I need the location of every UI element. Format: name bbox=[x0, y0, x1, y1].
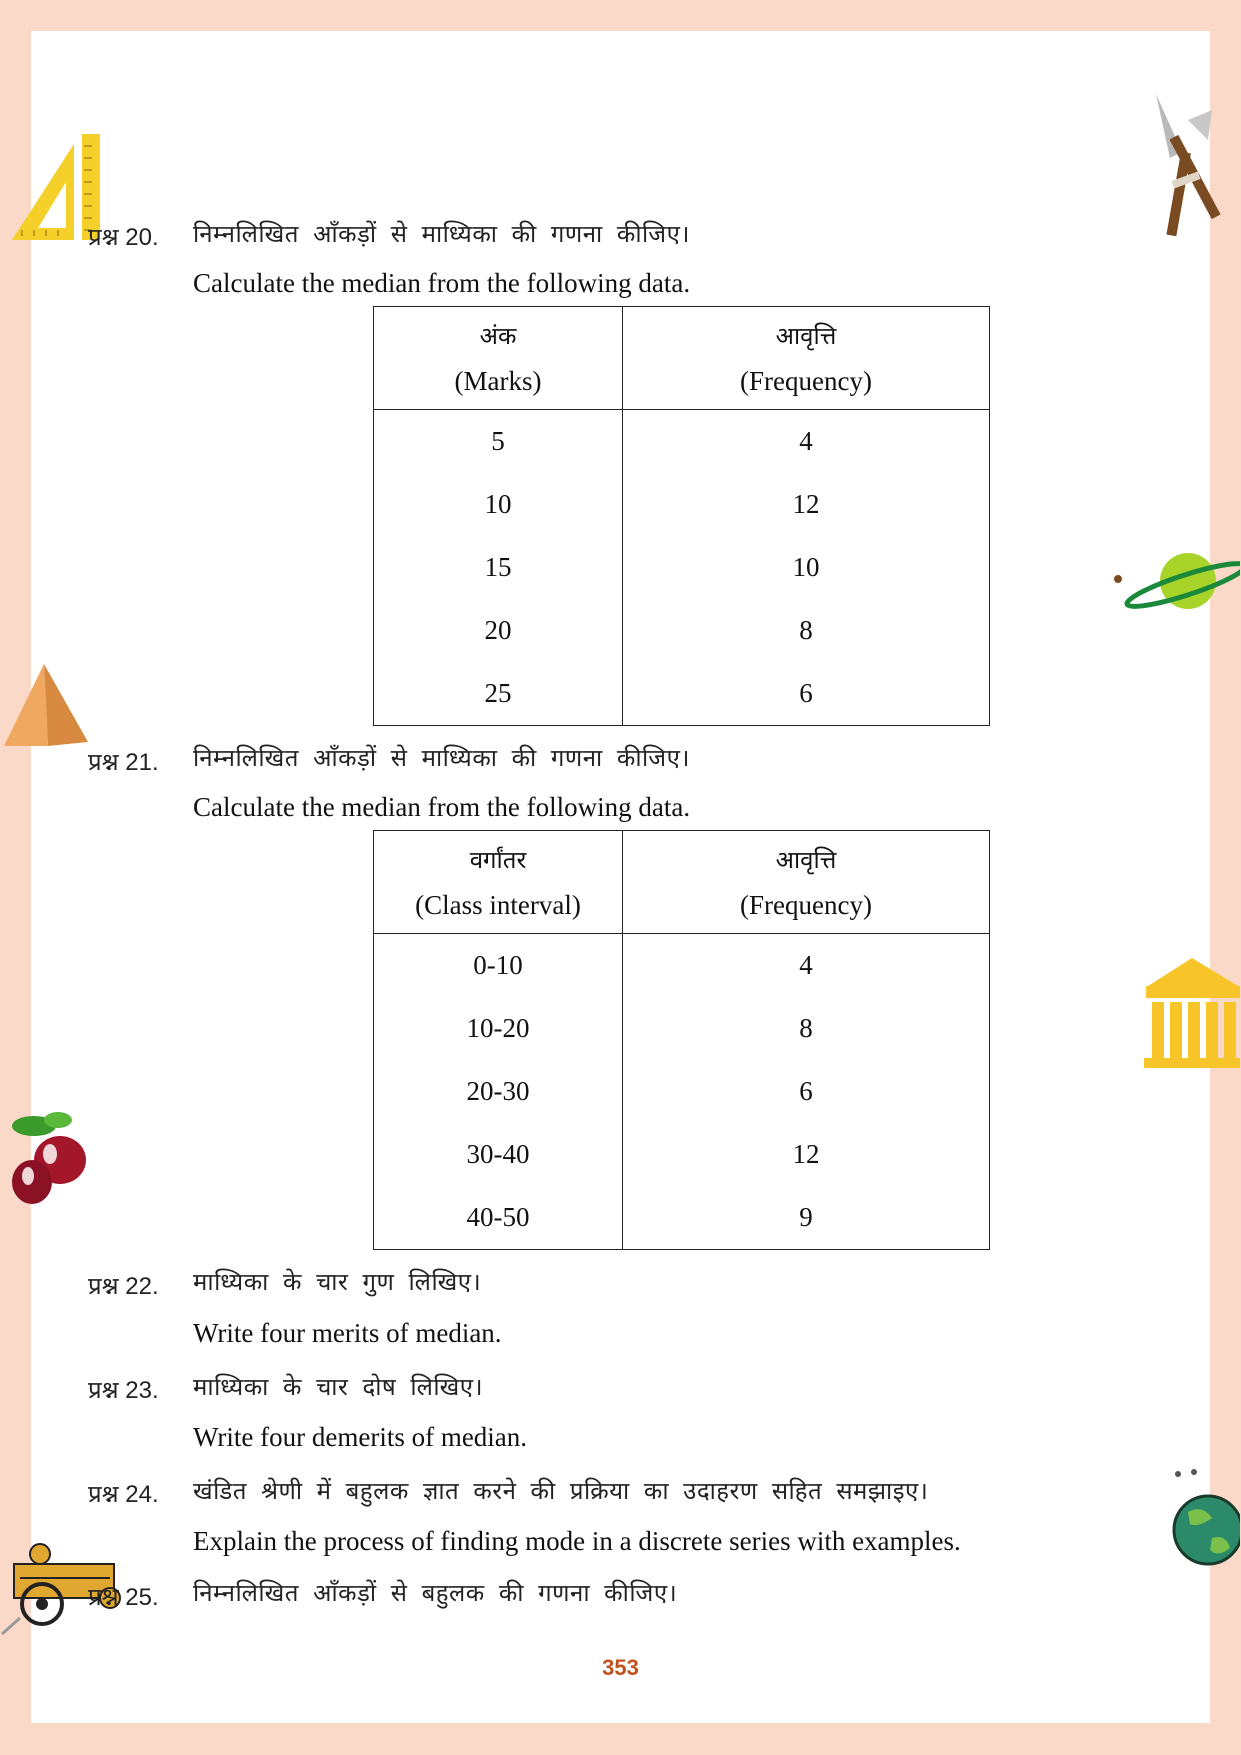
table-header-row bbox=[374, 831, 990, 934]
q25-hindi-text: निम्नलिखित आँकड़ों से बहुलक की गणना कीजिए। bbox=[193, 1579, 678, 1607]
q20-hindi-text: निम्नलिखित आँकड़ों से माध्यिका की गणना कीजिए। bbox=[193, 220, 690, 248]
earth-globe-icon bbox=[1168, 1468, 1240, 1572]
table-cell: 15 bbox=[374, 536, 623, 599]
table-row bbox=[374, 599, 990, 662]
table-cell: 30-40 bbox=[374, 1123, 623, 1186]
table-cell: 5 bbox=[374, 410, 623, 474]
page-number: 353 bbox=[602, 1655, 639, 1680]
table-cell: 10 bbox=[623, 536, 990, 599]
q24-label: प्रश्न 24. bbox=[88, 1481, 159, 1508]
table-header-cell: आवृत्ति (Frequency) bbox=[623, 831, 990, 934]
table-row bbox=[374, 1186, 990, 1250]
table-row bbox=[374, 1060, 990, 1123]
q20-english-text: Calculate the median from the following data. bbox=[193, 268, 691, 298]
q24-english-text: Explain the process of finding mode in a discrete series with examples. bbox=[193, 1526, 961, 1556]
q22-hindi-text: माध्यिका के चार गुण लिखिए। bbox=[193, 1268, 482, 1296]
table-cell: 20 bbox=[374, 599, 623, 662]
q22-label: प्रश्न 22. bbox=[88, 1273, 159, 1300]
table-cell: 6 bbox=[623, 662, 990, 726]
stone-tools-icon bbox=[1152, 92, 1238, 242]
q25-label: प्रश्न 25. bbox=[88, 1584, 159, 1611]
table-row bbox=[374, 410, 990, 474]
table-header-cell: अंक (Marks) bbox=[374, 307, 623, 410]
pillar-building-icon bbox=[1142, 956, 1241, 1072]
table-header-cell: आवृत्ति (Frequency) bbox=[623, 307, 990, 410]
table-cell: 20-30 bbox=[374, 1060, 623, 1123]
table-cell: 8 bbox=[623, 997, 990, 1060]
table-cell: 10-20 bbox=[374, 997, 623, 1060]
table-cell: 6 bbox=[623, 1060, 990, 1123]
table-row bbox=[374, 662, 990, 726]
table-row bbox=[374, 934, 990, 998]
table-row bbox=[374, 473, 990, 536]
table-cell: 4 bbox=[623, 934, 990, 998]
table-cell: 12 bbox=[623, 473, 990, 536]
table-cell: 9 bbox=[623, 1186, 990, 1250]
table-cell: 4 bbox=[623, 410, 990, 474]
table-header-cell: वर्गांतर (Class interval) bbox=[374, 831, 623, 934]
planet-icon bbox=[1112, 545, 1240, 619]
q21-label: प्रश्न 21. bbox=[88, 749, 159, 776]
q22-english-text: Write four merits of median. bbox=[193, 1318, 502, 1348]
cashew-fruit-icon bbox=[6, 1104, 90, 1204]
q21-class-frequency-table bbox=[373, 830, 990, 1250]
q20-marks-frequency-table bbox=[373, 306, 990, 726]
table-cell: 25 bbox=[374, 662, 623, 726]
q20-label: प्रश्न 20. bbox=[88, 224, 159, 251]
table-row bbox=[374, 536, 990, 599]
q21-english-text: Calculate the median from the following data. bbox=[193, 792, 691, 822]
table-cell: 12 bbox=[623, 1123, 990, 1186]
table-header-row bbox=[374, 307, 990, 410]
q23-english-text: Write four demerits of median. bbox=[193, 1422, 528, 1452]
table-cell: 10 bbox=[374, 473, 623, 536]
table-row bbox=[374, 1123, 990, 1186]
pyramid-icon bbox=[2, 660, 90, 748]
q21-hindi-text: निम्नलिखित आँकड़ों से माध्यिका की गणना कीजिए। bbox=[193, 744, 690, 772]
table-cell: 40-50 bbox=[374, 1186, 623, 1250]
q23-hindi-text: माध्यिका के चार दोष लिखिए। bbox=[193, 1373, 484, 1401]
table-cell: 8 bbox=[623, 599, 990, 662]
q24-hindi-text: खंडित श्रेणी में बहुलक ज्ञात करने की प्रक्रिया का उदाहरण सहित समझाइए। bbox=[193, 1477, 929, 1505]
table-row bbox=[374, 997, 990, 1060]
table-cell: 0-10 bbox=[374, 934, 623, 998]
q23-label: प्रश्न 23. bbox=[88, 1377, 159, 1404]
